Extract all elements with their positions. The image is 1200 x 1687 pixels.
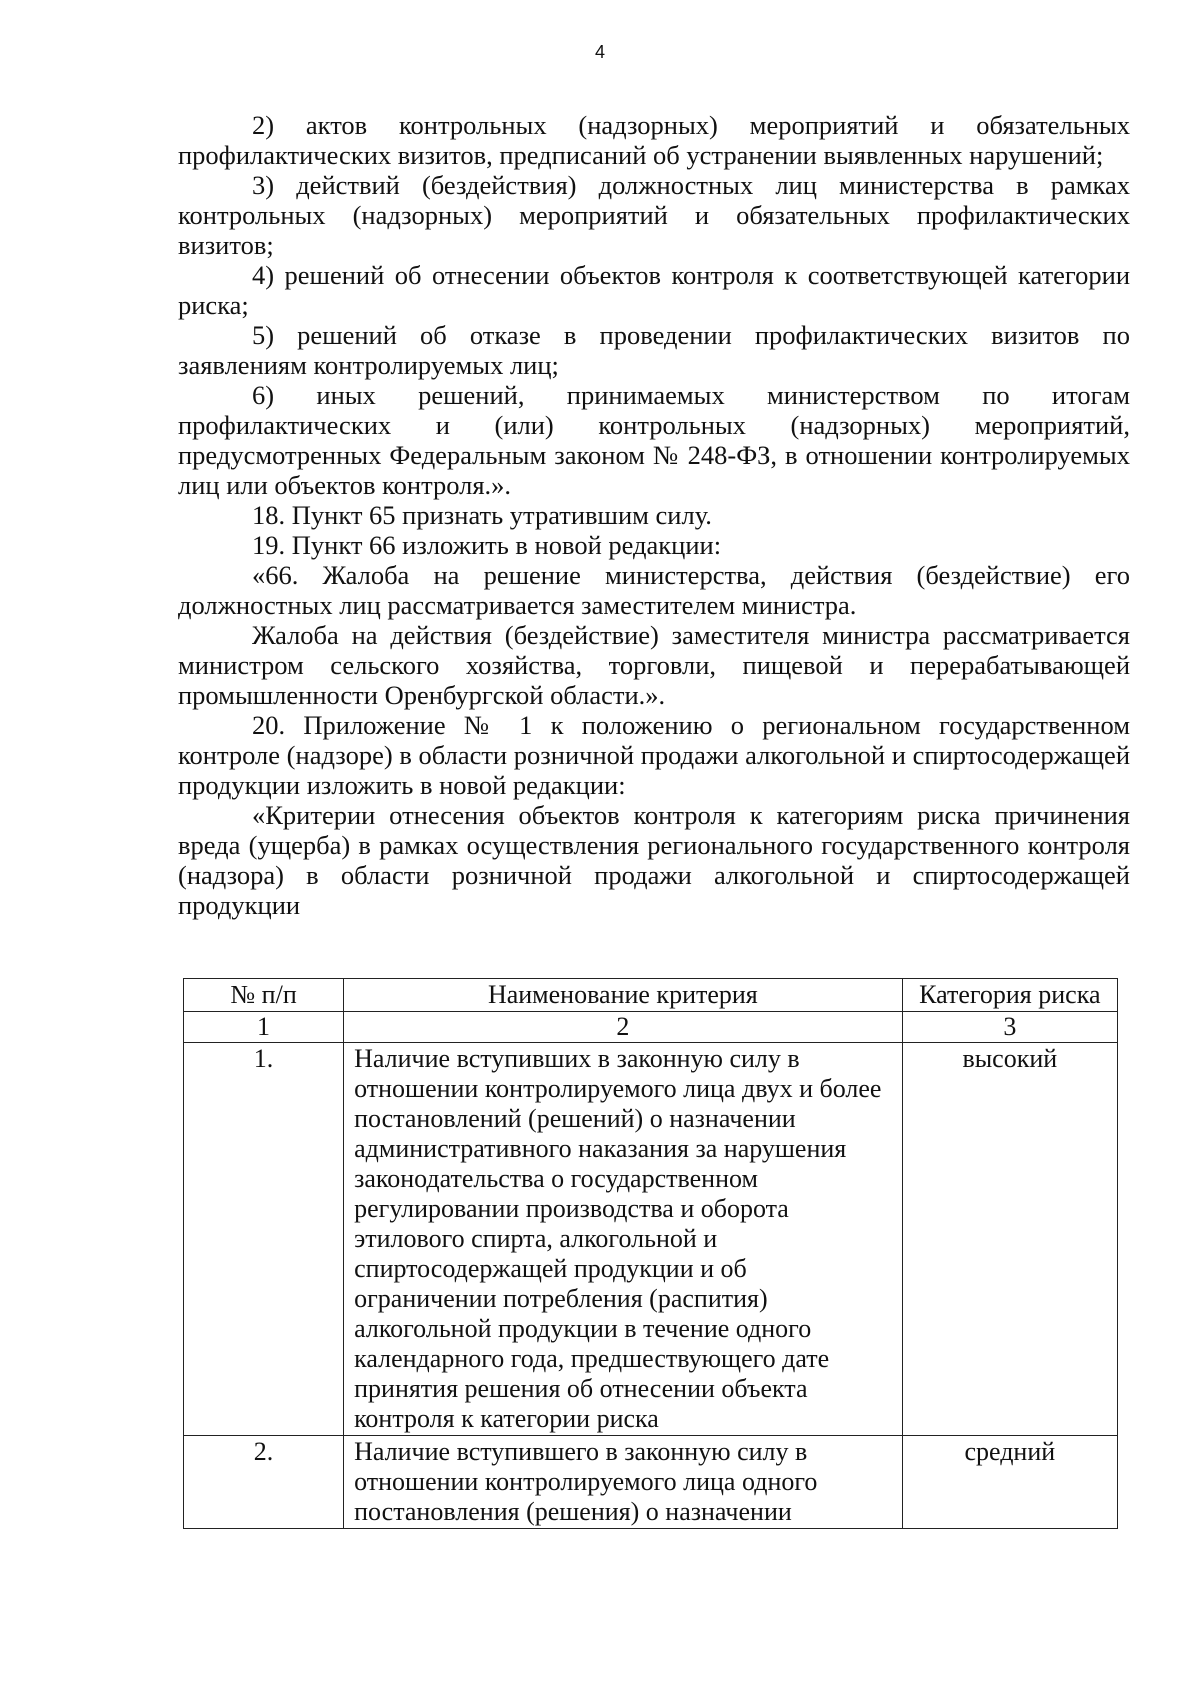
- page-number: 4: [594, 42, 605, 62]
- paragraph-clause-18: 18. Пункт 65 признать утратившим силу.: [252, 500, 712, 530]
- document-body: [178, 110, 1130, 920]
- row-num: 1.: [184, 1043, 344, 1436]
- table-row: [184, 1436, 1118, 1529]
- header-risk: Категория риска: [902, 979, 1117, 1012]
- header-name: Наименование критерия: [344, 979, 903, 1012]
- paragraph-clause-19: 19. Пункт 66 изложить в новой редакции:: [252, 530, 722, 560]
- table-caption: «Критерии отнесения объектов контроля к категориям риска причинения вреда (ущерба) в рамках осуществления регионального государственного контроля (надзора) в области розничной продажи алкогольной и спиртосодержащей продукции: [178, 800, 1130, 920]
- table-row: [184, 1043, 1118, 1436]
- paragraph-clause-20: 20. Приложение № 1 к положению о региональном государственном контроле (надзоре) в области розничной продажи алкогольной и спиртосодержащей продукции изложить в новой редакции:: [178, 710, 1130, 800]
- criteria-table: [183, 978, 1118, 1529]
- column-number: 2: [344, 1012, 903, 1043]
- paragraph-item-6: 6) иных решений, принимаемых министерством по итогам профилактических и (или) контрольных (надзорных) мероприятий, предусмотренных Федеральным законом № 248-ФЗ, в отношении контролируемых лиц или объектов контроля.».: [178, 380, 1130, 500]
- table-header-row: [184, 979, 1118, 1012]
- table-column-numbers-row: [184, 1012, 1118, 1043]
- column-number: 1: [184, 1012, 344, 1043]
- row-risk-category: высокий: [902, 1043, 1117, 1436]
- header-num: № п/п: [184, 979, 344, 1012]
- row-criterion: Наличие вступившего в законную силу в отношении контролируемого лица одного постановления (решения) о назначении: [344, 1436, 903, 1529]
- paragraph-item-3: 3) действий (бездействия) должностных лиц министерства в рамках контрольных (надзорных) мероприятий и обязательных профилактических визитов;: [178, 170, 1130, 260]
- paragraph-item-2: 2) актов контрольных (надзорных) мероприятий и обязательных профилактических визитов, предписаний об устранении выявленных нарушений;: [178, 110, 1130, 170]
- paragraph-clause-66: «66. Жалоба на решение министерства, действия (бездействие) его должностных лиц рассматривается заместителем министра.: [178, 560, 1130, 620]
- row-num: 2.: [184, 1436, 344, 1529]
- row-risk-category: средний: [902, 1436, 1117, 1529]
- column-number: 3: [902, 1012, 1117, 1043]
- paragraph-item-4: 4) решений об отнесении объектов контроля к соответствующей категории риска;: [178, 260, 1130, 320]
- row-criterion: Наличие вступивших в законную силу в отношении контролируемого лица двух и более постановлений (решений) о назначении административного наказания за нарушения законодательства о государственном регулировании производства и оборота этилового спирта, алкогольной и спиртосодержащей продукции и об ограничении потребления (распития) алкогольной продукции в течение одного календарного года, предшествующего дате принятия решения об отнесении объекта контроля к категории риска: [344, 1043, 903, 1436]
- paragraph-complaint: Жалоба на действия (бездействие) заместителя министра рассматривается министром сельского хозяйства, торговли, пищевой и перерабатывающей промышленности Оренбургской области.».: [178, 620, 1130, 710]
- paragraph-item-5: 5) решений об отказе в проведении профилактических визитов по заявлениям контролируемых лиц;: [178, 320, 1130, 380]
